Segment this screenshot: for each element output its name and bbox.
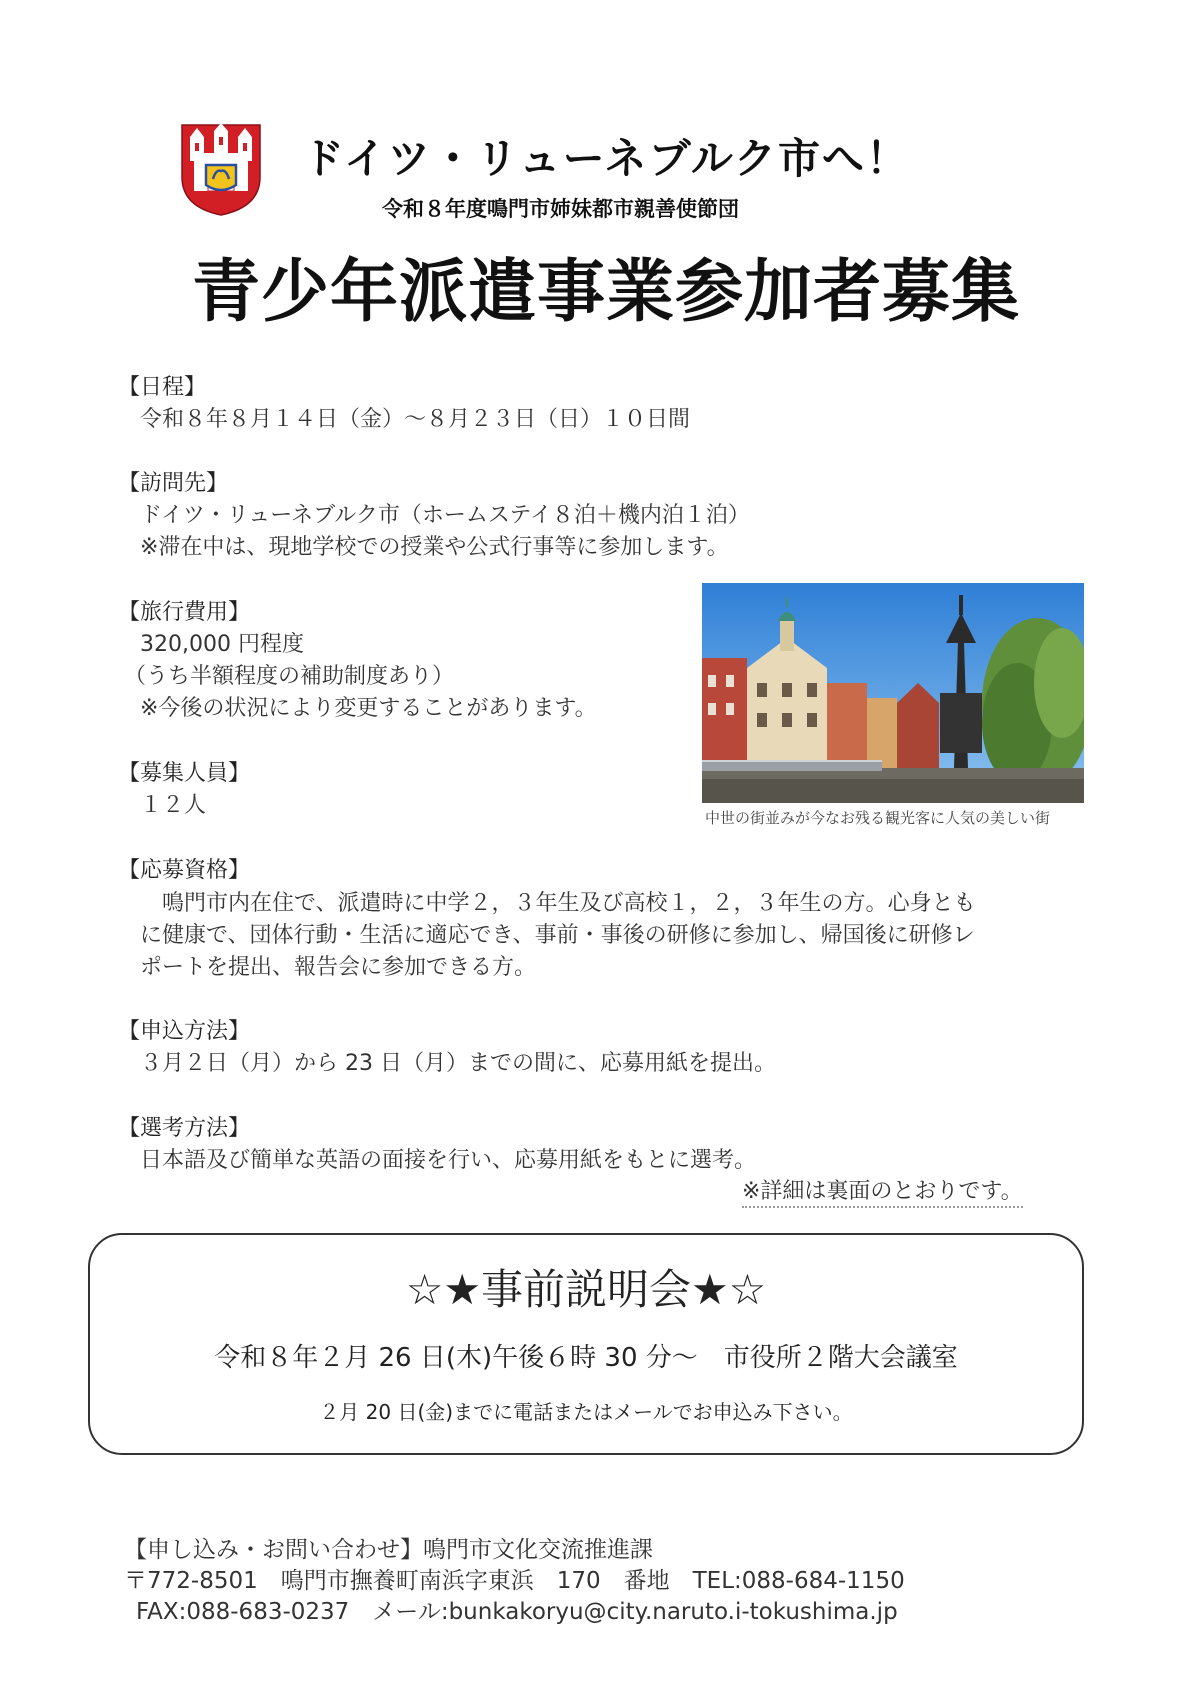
contact-department: 【申し込み・お問い合わせ】鳴門市文化交流推進課 <box>124 1537 653 1563</box>
destination-text: ドイツ・リューネブルク市（ホームステイ８泊＋機内泊１泊） <box>140 503 750 528</box>
photo-caption: 中世の街並みが今なお残る観光客に人気の美しい街 <box>705 809 1051 827</box>
destination-note: ※滞在中は、現地学校での授業や公式行事等に参加します。 <box>140 535 729 560</box>
section-heading-application: 【申込方法】 <box>118 1019 251 1044</box>
briefing-title: ☆★事前説明会★☆ <box>405 1265 767 1314</box>
headline-destination: ドイツ・リューネブルク市へ！ <box>302 134 911 183</box>
selection-text: 日本語及び簡単な英語の面接を行い、応募用紙をもとに選考。 <box>140 1148 757 1173</box>
cost-amount: 320,000 円程度 <box>140 632 304 657</box>
contact-fax-email: FAX:088-683-0237 メール:bunkakoryu@city.naruto.i-tokushima.jp <box>136 1599 898 1625</box>
section-heading-eligibility: 【応募資格】 <box>118 858 251 883</box>
section-heading-schedule: 【日程】 <box>118 375 207 400</box>
town-photo <box>702 583 1084 803</box>
contact-address-phone: 〒772-8501 鳴門市撫養町南浜字東浜 170 番地 TEL:088-684-1150 <box>124 1568 905 1594</box>
section-heading-destination: 【訪問先】 <box>118 471 229 496</box>
briefing-datetime: 令和８年２月 26 日(木)午後６時 30 分～ 市役所２階大会議室 <box>214 1343 958 1373</box>
cost-note: ※今後の状況により変更することがあります。 <box>140 696 597 721</box>
capacity-text: １２人 <box>140 793 207 818</box>
cost-subsidy: （うち半額程度の補助制度あり） <box>124 664 455 689</box>
eligibility-line-3: ポートを提出、報告会に参加できる方。 <box>140 955 537 980</box>
city-crest-icon <box>180 123 262 217</box>
section-heading-selection: 【選考方法】 <box>118 1116 251 1141</box>
eligibility-line-2: に健康で、団体行動・生活に適応でき、事前・事後の研修に参加し、帰国後に研修レ <box>140 923 975 948</box>
section-heading-cost: 【旅行費用】 <box>118 600 251 625</box>
eligibility-line-1: 鳴門市内在住で、派遣時に中学２，３年生及び高校１，２，３年生の方。心身とも <box>162 891 976 916</box>
schedule-text: 令和８年８月１４日（金）～８月２３日（日）１０日間 <box>140 407 691 432</box>
page-title: 青少年派遣事業参加者募集 <box>192 253 1021 332</box>
application-text: ３月２日（月）から 23 日（月）までの間に、応募用紙を提出。 <box>140 1051 776 1076</box>
section-heading-capacity: 【募集人員】 <box>118 761 251 786</box>
detail-note: ※詳細は裏面のとおりです。 <box>742 1174 1023 1208</box>
headline-subtitle: 令和８年度鳴門市姉妹都市親善使節団 <box>382 197 739 221</box>
briefing-deadline: ２月 20 日(金)までに電話またはメールでお申込み下さい。 <box>319 1400 853 1424</box>
